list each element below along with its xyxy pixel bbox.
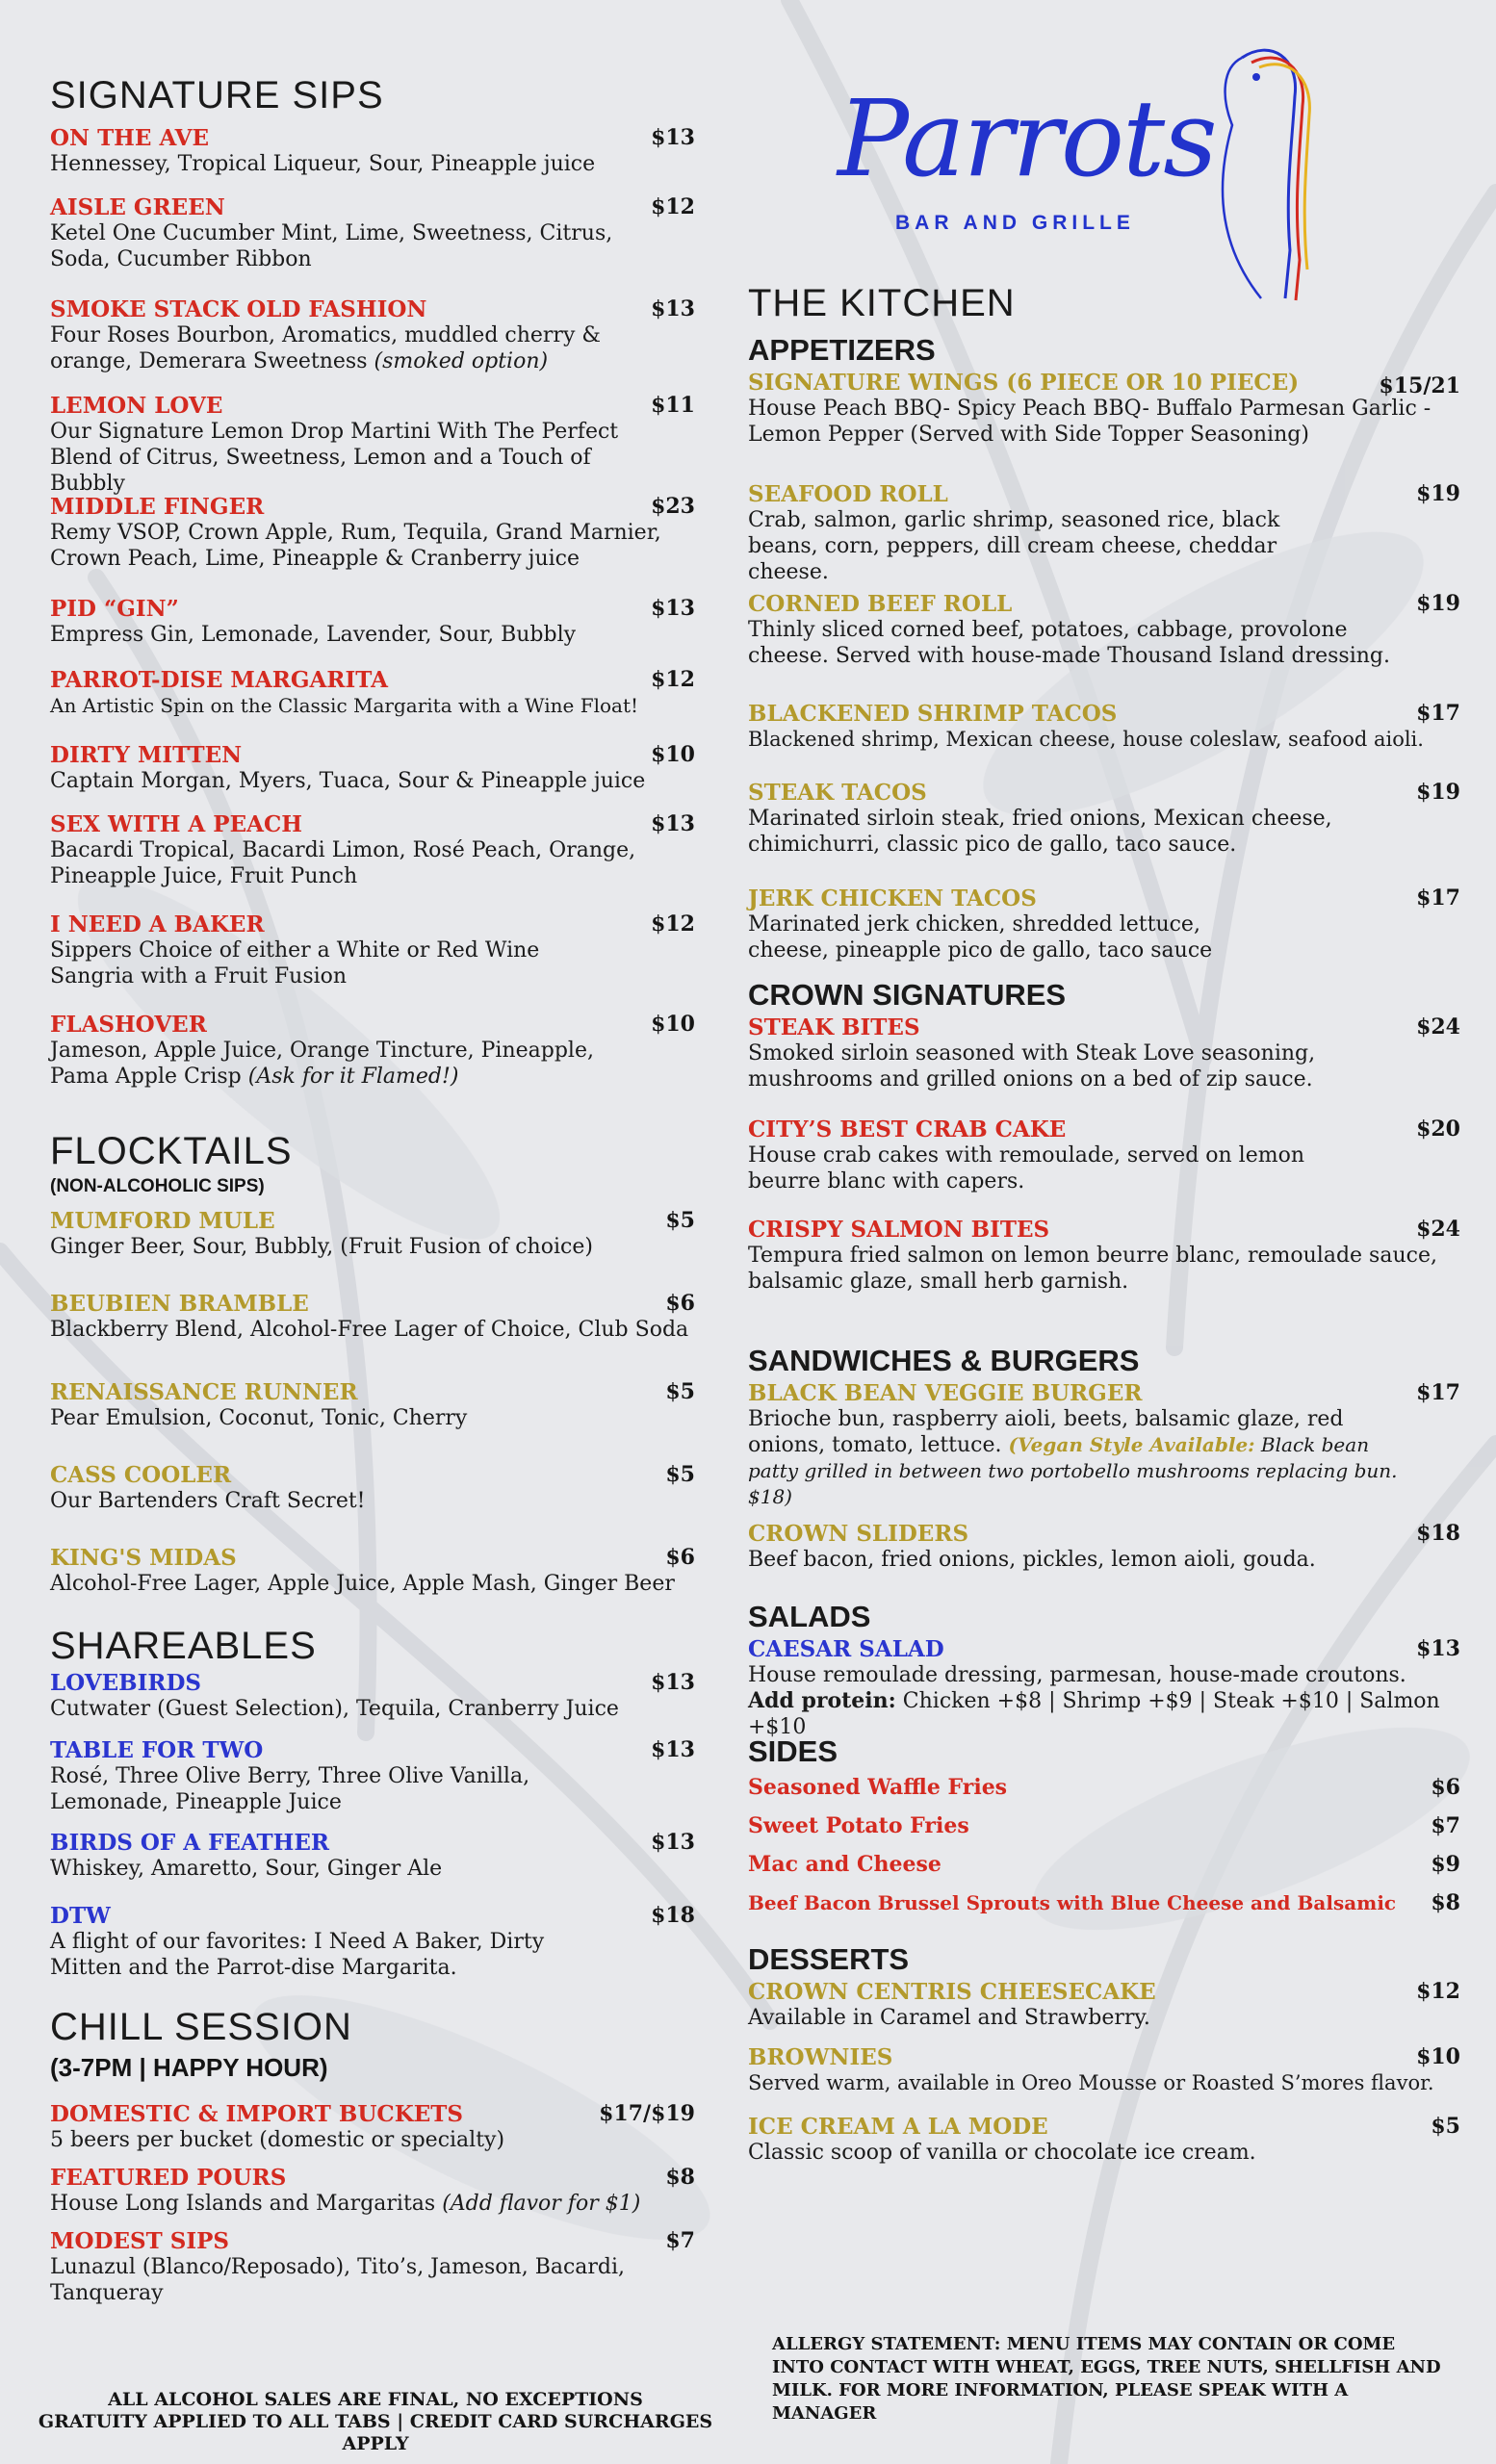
item-name: I NEED A BAKER [50,911,265,937]
appetizers-list [748,370,1460,976]
item-description: Hennessey, Tropical Liqueur, Sour, Pineapple juice [50,152,596,176]
item-price: $7 [665,2228,695,2253]
item-name: PID “GIN” [50,596,179,622]
item-desc-text: House Long Islands and Margaritas [50,2192,436,2216]
flocktails-list [50,1208,695,1618]
crown-signatures-list [748,1014,1460,1342]
item-name: JERK CHICKEN TACOS [748,886,1037,911]
menu-item [50,1208,695,1291]
item-description: Our Bartenders Craft Secret! [50,1489,366,1513]
item-description: Empress Gin, Lemonade, Lavender, Sour, Bubbly [50,623,577,647]
item-description: Marinated sirloin steak, fried onions, Mexican cheese, chimichurri, classic pico de gallo, taco sauce. [748,807,1332,857]
item-name: CITY’S BEST CRAB CAKE [748,1116,1067,1142]
menu-item [748,1521,1460,1598]
menu-item [50,2101,695,2165]
menu-item [748,1813,1460,1852]
add-protein-line [748,1688,1460,1740]
item-name: CROWN CENTRIS CHEESECAKE [748,1979,1156,2005]
brand-logo [838,38,1280,318]
menu-item [748,780,1460,886]
item-price: $13 [651,296,695,321]
menu-item [50,125,695,194]
item-name: Mac and Cheese [748,1852,941,1877]
appetizers-title: APPETIZERS [748,333,936,367]
desserts-title: DESSERTS [748,1942,910,1976]
item-name: BLACKENED SHRIMP TACOS [748,701,1118,727]
item-description: Sippers Choice of either a White or Red Wine Sangria with a Fruit Fusion [50,938,540,988]
menu-item [50,1545,695,1618]
item-name: DOMESTIC & IMPORT BUCKETS [50,2101,463,2127]
item-price: $13 [651,125,695,150]
item-name: MODEST SIPS [50,2228,229,2254]
item-description: A flight of our favorites: I Need A Baker, Dirty Mitten and the Parrot-dise Margarita. [50,1930,545,1980]
item-price: $13 [651,1670,695,1695]
item-price: $5 [665,1208,695,1233]
item-price: $7 [1431,1813,1460,1838]
item-desc-text: Brioche bun, raspberry aioli, beets, balsamic glaze, red onions, tomato, lettuce. [748,1407,1344,1457]
item-price: $17 [1416,1380,1460,1405]
item-description: Blackened shrimp, Mexican cheese, house coleslaw, seafood aioli. [748,728,1424,751]
item-description: Thinly sliced corned beef, potatoes, cabbage, provolone cheese. Served with house-made Thousand Island dressing. [748,618,1390,668]
item-note: (Add flavor for $1) [442,2192,641,2216]
item-price: $10 [651,1012,695,1037]
shareables-title: SHAREABLES [50,1625,317,1667]
add-protein-options: Chicken +$8 | Shrimp +$9 | Steak +$10 | Salmon +$10 [748,1689,1440,1739]
item-description [50,1038,647,1090]
item-description: House Peach BBQ- Spicy Peach BBQ- Buffalo Parmesan Garlic -Lemon Pepper (Served with Side Topper Seasoning) [748,397,1432,447]
menu-item [50,596,695,667]
item-description: House remoulade dressing, parmesan, house-made croutons. [748,1663,1406,1687]
menu-item [748,2044,1460,2114]
sandwiches-burgers-title: SANDWICHES & BURGERS [748,1344,1140,1377]
item-name: MUMFORD MULE [50,1208,275,1234]
chill-session-list [50,2101,695,2315]
item-description: Marinated jerk chicken, shredded lettuce, cheese, pineapple pico de gallo, taco sauce [748,912,1213,962]
item-description: Cutwater (Guest Selection), Tequila, Cranberry Juice [50,1697,619,1721]
menu-item [50,911,695,1012]
item-price: $15/21 [1379,373,1460,398]
item-price: $13 [651,596,695,621]
flocktails-title: FLOCKTAILS [50,1130,293,1172]
item-description: House crab cakes with remoulade, served on lemon beurre blanc with capers. [748,1143,1305,1194]
item-description: Remy VSOP, Crown Apple, Rum, Tequila, Grand Marnier, Crown Peach, Lime, Pineapple & Cranberry juice [50,521,661,571]
item-name: CROWN SLIDERS [748,1521,969,1547]
menu-item [748,886,1460,976]
menu-item [50,742,695,811]
footer-line-1: ALL ALCOHOL SALES ARE FINAL, NO EXCEPTIONS [108,2389,643,2410]
menu-item [50,811,695,911]
menu-item [748,481,1460,591]
item-price: $13 [651,811,695,836]
chill-session-title: CHILL SESSION [50,2006,352,2048]
signature-sips-title: SIGNATURE SIPS [50,74,384,116]
crown-signatures-title: CROWN SIGNATURES [748,978,1067,1012]
salads-list [748,1636,1460,1739]
item-price: $23 [651,494,695,519]
item-name: KING'S MIDAS [50,1545,237,1571]
item-name: SEAFOOD ROLL [748,481,948,507]
logo-subtitle: BAR AND GRILLE [895,212,1135,234]
menu-item [748,1775,1460,1813]
item-description: Beef bacon, fried onions, pickles, lemon aioli, gouda. [748,1548,1316,1572]
item-name: CORNED BEEF ROLL [748,591,1013,617]
item-price: $24 [1416,1014,1460,1040]
menu-item [748,1380,1460,1521]
vegan-text: Black bean patty grilled in between two portobello mushrooms replacing bun. $18) [748,1433,1398,1508]
item-description: Lunazul (Blanco/Reposado), Tito’s, Jameson, Bacardi, Tanqueray [50,2255,626,2305]
item-name: LEMON LOVE [50,393,223,419]
item-note: (Ask for it Flamed!) [247,1065,459,1089]
item-name: CASS COOLER [50,1462,232,1488]
signature-sips-list [50,125,695,1117]
menu-item [748,2114,1460,2171]
item-name: FLASHOVER [50,1012,207,1038]
sides-title: SIDES [748,1734,838,1768]
item-name: BEUBIEN BRAMBLE [50,1291,309,1317]
item-description: Bacardi Tropical, Bacardi Limon, Rosé Peach, Orange, Pineapple Juice, Fruit Punch [50,838,636,888]
item-name: SMOKE STACK OLD FASHION [50,296,427,322]
item-description: Tempura fried salmon on lemon beurre blanc, remoulade sauce, balsamic glaze, small herb garnish. [748,1244,1437,1294]
item-name: AISLE GREEN [50,194,225,220]
item-name: BIRDS OF A FEATHER [50,1830,330,1856]
menu-item [748,1217,1460,1342]
item-name: LOVEBIRDS [50,1670,202,1696]
menu-item [50,494,695,596]
item-description: Our Signature Lemon Drop Martini With The Perfect Blend of Citrus, Sweetness, Lemon and a Touch of Bubbly [50,420,619,496]
item-price: $19 [1416,481,1460,506]
item-name: DTW [50,1903,111,1929]
menu-item [50,194,695,296]
kitchen-title: THE KITCHEN [748,282,1016,324]
item-description [50,2191,695,2217]
item-price: $19 [1416,591,1460,616]
menu-item [748,591,1460,701]
menu-item [50,1670,695,1737]
menu-item [50,2228,695,2315]
item-description [50,322,608,374]
item-note: (smoked option) [374,349,549,373]
sides-list [748,1775,1460,1940]
item-description: Whiskey, Amaretto, Sour, Ginger Ale [50,1857,443,1881]
item-name: Sweet Potato Fries [748,1813,969,1838]
item-price: $18 [651,1903,695,1928]
item-name: SIGNATURE WINGS (6 PIECE OR 10 PIECE) [748,370,1300,396]
item-name: Beef Bacon Brussel Sprouts with Blue Cheese and Balsamic [748,1891,1397,1914]
item-price: $6 [665,1291,695,1316]
item-price: $8 [1431,1890,1460,1915]
item-name: STEAK BITES [748,1014,920,1040]
item-price: $13 [1416,1636,1460,1661]
allergy-statement: ALLERGY STATEMENT: MENU ITEMS MAY CONTAIN OR COME INTO CONTACT WITH WHEAT, EGGS, TREE NUTS, SHELLFISH AND MILK. FOR MORE INFORMATION, PLEASE SPEAK WITH A MANAGER [772,2334,1441,2424]
item-description: Captain Morgan, Myers, Tuaca, Sour & Pineapple juice [50,769,646,793]
item-description: Blackberry Blend, Alcohol-Free Lager of Choice, Club Soda [50,1318,689,1342]
item-description: Available in Caramel and Strawberry. [748,2006,1150,2030]
menu-item [50,1737,695,1830]
item-price: $9 [1431,1852,1460,1877]
item-price: $18 [1416,1521,1460,1546]
menu-item [50,296,695,393]
menu-item [748,1979,1460,2044]
chill-session-subtitle: (3-7PM | HAPPY HOUR) [50,2053,328,2082]
item-description: Ketel One Cucumber Mint, Lime, Sweetness, Citrus, Soda, Cucumber Ribbon [50,221,613,271]
item-name: RENAISSANCE RUNNER [50,1379,358,1405]
item-price: $24 [1416,1217,1460,1242]
menu-item [50,667,695,742]
alcohol-footer [19,2389,732,2455]
left-column [50,71,695,2315]
item-name: FEATURED POURS [50,2165,287,2191]
item-price: $8 [665,2165,695,2190]
item-price: $13 [651,1737,695,1762]
item-price: $6 [665,1545,695,1570]
menu-item [748,1890,1460,1940]
menu-item [50,1903,695,1999]
item-description: Rosé, Three Olive Berry, Three Olive Vanilla, Lemonade, Pineapple Juice [50,1764,530,1814]
item-price: $12 [651,911,695,937]
item-description: Pear Emulsion, Coconut, Tonic, Cherry [50,1406,468,1430]
item-desc-text: Jameson, Apple Juice, Orange Tincture, Pineapple, Pama Apple Crisp [50,1039,594,1089]
right-column [748,279,1460,2171]
item-price: $5 [1431,2114,1460,2139]
item-price: $10 [1416,2044,1460,2069]
item-name: STEAK TACOS [748,780,927,806]
item-description: An Artistic Spin on the Classic Margarita with a Wine Float! [50,694,639,717]
item-name: CAESAR SALAD [748,1636,944,1662]
menu-item [50,1379,695,1462]
menu-item [748,1116,1460,1217]
item-name: BROWNIES [748,2044,893,2070]
desserts-list [748,1979,1460,2171]
item-name: TABLE FOR TWO [50,1737,264,1763]
salads-title: SALADS [748,1600,871,1633]
item-name: PARROT-DISE MARGARITA [50,667,388,693]
item-description [748,1406,1422,1510]
logo-wordmark: Parrots [838,77,1216,200]
parrot-icon [1203,38,1319,318]
item-description: Ginger Beer, Sour, Bubbly, (Fruit Fusion of choice) [50,1235,593,1259]
menu-item [50,1012,695,1117]
menu-item [748,1852,1460,1890]
menu-item [748,370,1460,481]
item-name: BLACK BEAN VEGGIE BURGER [748,1380,1143,1406]
menu-item [748,1014,1460,1116]
flocktails-subtitle: (NON-ALCOHOLIC SIPS) [50,1176,265,1196]
item-price: $12 [1416,1979,1460,2004]
item-price: $13 [651,1830,695,1855]
vegan-label: (Vegan Style Available: [1008,1433,1255,1456]
item-description: Served warm, available in Oreo Mousse or Roasted S’mores flavor. [748,2071,1434,2094]
item-name: SEX WITH A PEACH [50,811,302,837]
menu-item [748,701,1460,780]
add-protein-label: Add protein: [748,1688,896,1713]
sandwiches-burgers-list [748,1380,1460,1598]
item-name: Seasoned Waffle Fries [748,1775,1008,1800]
menu-item [50,2165,695,2228]
item-description: 5 beers per bucket (domestic or specialty) [50,2128,505,2152]
item-name: MIDDLE FINGER [50,494,265,520]
item-name: ON THE AVE [50,125,209,151]
shareables-list [50,1670,695,1999]
item-desc-text: Four Roses Bourbon, Aromatics, muddled cherry & orange, Demerara Sweetness [50,323,601,373]
footer-line-2: GRATUITY APPLIED TO ALL TABS | CREDIT CARD SURCHARGES APPLY [38,2411,713,2454]
item-name: ICE CREAM A LA MODE [748,2114,1048,2140]
item-price: $20 [1416,1116,1460,1142]
item-price: $6 [1431,1775,1460,1800]
item-description: Smoked sirloin seasoned with Steak Love seasoning, mushrooms and grilled onions on a bed of zip sauce. [748,1041,1316,1091]
item-price: $19 [1416,780,1460,805]
item-price: $12 [651,667,695,692]
item-name: DIRTY MITTEN [50,742,243,768]
item-description: Crab, salmon, garlic shrimp, seasoned rice, black beans, corn, peppers, dill cream cheese, cheddar cheese. [748,508,1280,584]
menu-item [50,1830,695,1903]
item-price: $5 [665,1462,695,1487]
item-price: $17 [1416,701,1460,726]
item-price: $10 [651,742,695,767]
menu-item [50,1462,695,1545]
menu-item [748,1636,1460,1739]
item-price: $11 [651,393,695,418]
menu-item [50,1291,695,1379]
menu-item [50,393,695,494]
item-description: Classic scoop of vanilla or chocolate ice cream. [748,2141,1256,2165]
item-price: $12 [651,194,695,219]
item-price: $5 [665,1379,695,1404]
item-price: $17 [1416,886,1460,911]
item-name: CRISPY SALMON BITES [748,1217,1050,1243]
item-description: Alcohol-Free Lager, Apple Juice, Apple Mash, Ginger Beer [50,1572,675,1596]
item-price: $17/$19 [599,2101,695,2126]
